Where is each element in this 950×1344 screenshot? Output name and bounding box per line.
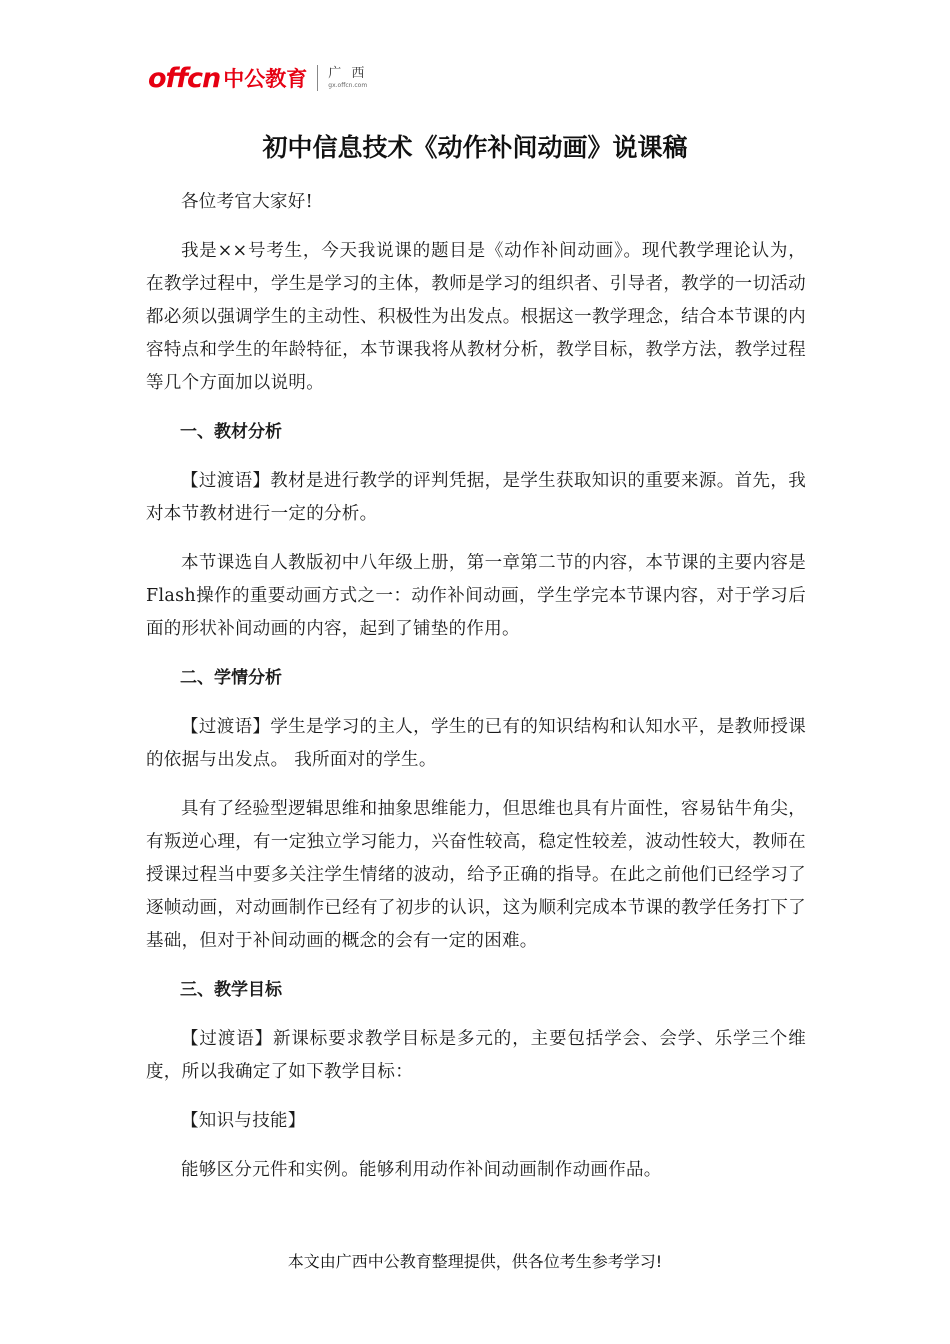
section-heading: 二、学情分析 [180, 668, 282, 688]
paragraph: 【过渡语】教材是进行教学的评判凭据，是学生获取知识的重要来源。首先，我对本节教材进行一定的分析。 [146, 471, 806, 524]
region-name: 广 西 [328, 66, 368, 81]
document-body [146, 186, 806, 1203]
paragraph: 本节课选自人教版初中八年级上册，第一章第二节的内容，本节课的主要内容是Flash操作的重要动画方式之一：动作补间动画，学生学完本节课内容，对于学习后面的形状补间动画的内容，起到了铺垫的作用。 [146, 553, 806, 639]
paragraph: 我是××号考生，今天我说课的题目是《动作补间动画》。现代教学理论认为，在教学过程中，学生是学习的主体，教师是学习的组织者、引导者，教学的一切活动都必须以强调学生的主动性、积极性为出发点。根据这一教学理念，结合本节课的内容特点和学生的年龄特征，本节课我将从教材分析，教学目标，教学方法，教学过程等几个方面加以说明。 [146, 241, 806, 393]
paragraph: 各位考官大家好! [181, 192, 313, 212]
paragraph: 能够区分元件和实例。能够利用动作补间动画制作动画作品。 [181, 1160, 662, 1180]
paragraph: 【知识与技能】 [181, 1111, 306, 1131]
footer-note: 本文由广西中公教育整理提供，供各位考生参考学习! [287, 1252, 663, 1271]
logo-region [328, 67, 367, 89]
document-title: 初中信息技术《动作补间动画》说课稿 [262, 133, 688, 162]
logo-divider [317, 65, 318, 91]
paragraph: 【过渡语】学生是学习的主人，学生的已有的知识结构和认知水平，是教师授课的依据与出发点。 我所面对的学生。 [146, 717, 806, 770]
logo-wordmark: offcn [148, 62, 221, 94]
offcn-logo [148, 60, 367, 96]
section-heading: 三、教学目标 [180, 980, 282, 1000]
paragraph: 具有了经验型逻辑思维和抽象思维能力，但思维也具有片面性，容易钻牛角尖，有叛逆心理，有一定独立学习能力，兴奋性较高，稳定性较差，波动性较大，教师在授课过程当中要多关注学生情绪的波动，给予正确的指导。在此之前他们已经学习了逐帧动画，对动画制作已经有了初步的认识，这为顺利完成本节课的教学任务打下了基础，但对于补间动画的概念的会有一定的困难。 [146, 799, 806, 951]
section-heading: 一、教材分析 [180, 422, 282, 442]
region-url: gx.offcn.com [328, 82, 368, 89]
logo-chinese-name: 中公教育 [223, 67, 308, 91]
paragraph: 【过渡语】新课标要求教学目标是多元的，主要包括学会、会学、乐学三个维度，所以我确定了如下教学目标： [146, 1029, 806, 1082]
